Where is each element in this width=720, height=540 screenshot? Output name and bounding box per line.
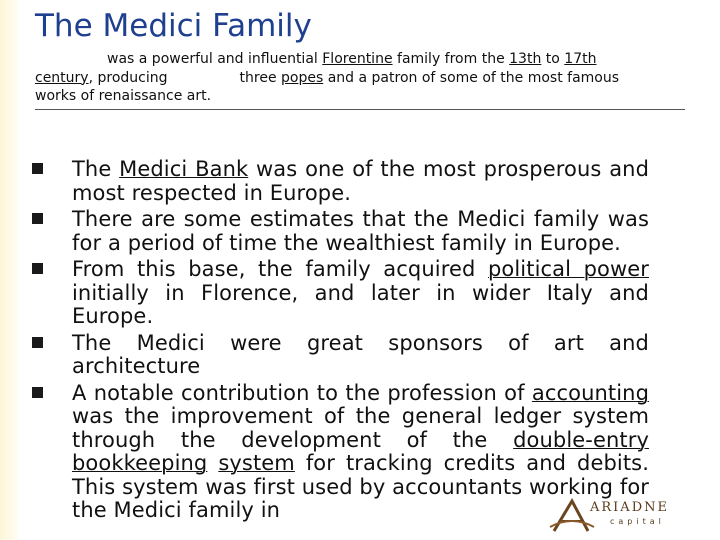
link-popes[interactable]: popes xyxy=(281,69,324,86)
intro-text: three xyxy=(239,69,282,86)
square-bullet-icon xyxy=(32,213,43,224)
intro-text: to xyxy=(541,51,565,67)
bullet-item xyxy=(32,208,649,255)
bullet-text: for tracking credits and debits. This system was first used by accountants working for the Medici family in xyxy=(72,451,649,522)
link-accounting[interactable]: accounting xyxy=(531,380,649,405)
link-medici-bank[interactable]: Medici Bank xyxy=(119,157,249,181)
intro-paragraph xyxy=(35,50,685,106)
link-system[interactable]: system xyxy=(218,451,295,475)
logo-wordmark: ARIADNE xyxy=(590,500,669,515)
link-bookkeeping[interactable]: bookkeeping xyxy=(72,451,208,475)
link-double-entry[interactable]: double-entry xyxy=(513,427,649,452)
divider xyxy=(35,109,685,110)
intro-text: , producing xyxy=(88,69,168,86)
ariadne-capital-logo xyxy=(548,497,708,537)
link-century[interactable]: century xyxy=(35,69,89,86)
bullet-text: The Medici were great sponsors of art and architecture xyxy=(72,330,649,378)
bullet-item xyxy=(32,258,649,329)
link-political-power[interactable]: political power xyxy=(487,257,650,281)
bullet-text: A notable contribution to the profession of xyxy=(72,380,532,405)
square-bullet-icon xyxy=(32,263,43,274)
intro-line-1 xyxy=(35,50,685,69)
bullet-text: initially in Florence, and later in wider Italy and Europe. xyxy=(72,280,649,328)
bullet-text: was one of the most prosperous and most respected in Europe. xyxy=(72,157,650,205)
bullet-text: There are some estimates that the Medici family was for a period of time the wealthiest family in Europe. xyxy=(72,207,649,255)
slide-title: The Medici Family xyxy=(35,8,312,44)
bullet-text: From this base, the family acquired xyxy=(72,257,488,281)
bullet-list xyxy=(32,158,649,526)
link-17th[interactable]: 17th xyxy=(564,51,597,67)
intro-line-3: works of renaissance art. xyxy=(35,88,212,104)
intro-text: family from the xyxy=(392,51,510,67)
bullet-item xyxy=(32,332,649,379)
left-accent-bar xyxy=(0,0,18,540)
intro-text: and a patron of some of the most famous xyxy=(323,69,620,86)
intro-line-2 xyxy=(35,69,685,88)
square-bullet-icon xyxy=(32,337,43,348)
square-bullet-icon xyxy=(32,387,43,398)
bullet-item xyxy=(32,158,649,205)
bullet-text: The xyxy=(72,157,120,181)
link-florentine[interactable]: Florentine xyxy=(322,51,393,67)
square-bullet-icon xyxy=(32,163,43,174)
logo-subtitle: capital xyxy=(610,517,665,526)
bullet-text: was the improvement of the general ledger system through the development of the xyxy=(72,404,649,452)
link-13th[interactable]: 13th xyxy=(509,51,542,67)
intro-text: was a powerful and influential xyxy=(107,51,323,67)
